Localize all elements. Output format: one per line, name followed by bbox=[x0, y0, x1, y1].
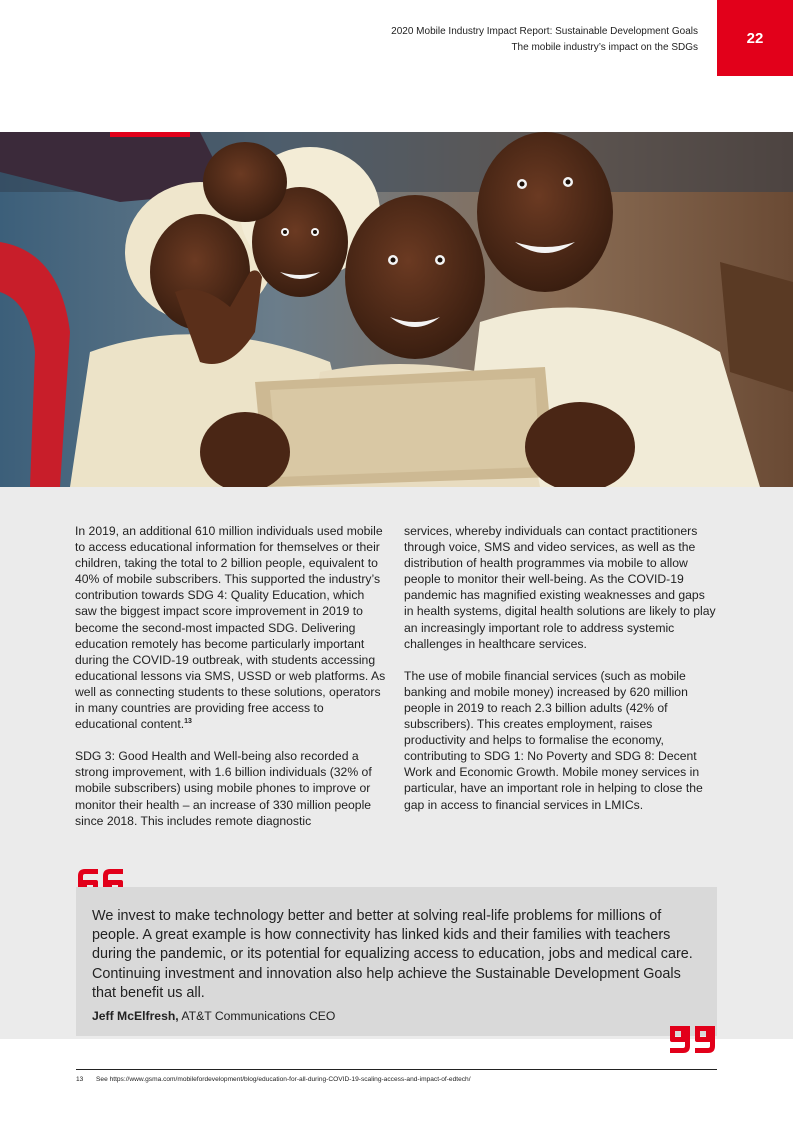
text-column-right bbox=[404, 523, 716, 829]
footnote-number: 13 bbox=[76, 1076, 84, 1083]
page-number: 22 bbox=[746, 29, 764, 47]
page-number-badge bbox=[717, 0, 793, 76]
close-quote-icon bbox=[667, 1024, 717, 1056]
running-header bbox=[391, 24, 698, 56]
report-title: 2020 Mobile Industry Impact Report: Sustainable Development Goals bbox=[391, 26, 698, 37]
paragraph-finance: The use of mobile financial services (such as mobile banking and mobile money) increased by 620 million people in 2019 to reach 2.3 billion adults (42% of subscribers). This creates employment, raises productivity and helps to formalise the economy, contributing to SDG 1: No Poverty and SDG 8: Decent Work and Economic Growth. Mobile money services in particular, have an important role in helping to close the gap in access to financial services in LMICs. bbox=[404, 668, 703, 812]
footnote-link[interactable]: See https://www.gsma.com/mobilefordevelopment/blog/education-for-all-during-COVID-19-scaling-access-and-impact-of-edtech/ bbox=[96, 1076, 471, 1083]
photo-accent-bar bbox=[110, 132, 190, 137]
footnote-ref[interactable]: 13 bbox=[184, 718, 192, 726]
hero-photo bbox=[0, 132, 793, 487]
paragraph-health: SDG 3: Good Health and Well-being also recorded a strong improvement, with 1.6 billion individuals (32% of mobile subscribers) using mobile phones to improve or monitor their health – an increase of 330 million people since 2018. This includes remote diagnostic bbox=[75, 749, 372, 828]
text-column-left bbox=[75, 523, 387, 845]
paragraph-education: In 2019, an additional 610 million individuals used mobile to access educational information for themselves or their children, taking the total to 2 billion people, equivalent to 40% of mobile subscribers. This supported the industry’s contribution towards SDG 4: Quality Education, which saw the biggest impact score improvement in 2019 to become the second-most impacted SDG. Delivering education remotely has become particularly important during the COVID-19 outbreak, with students accessing educational lessons via SMS, USSD or web platforms. As well as connecting students to these solutions, operators in many countries are providing free access to educational content.$^{13}$ bbox=[75, 524, 386, 732]
quote-attribution bbox=[92, 1009, 703, 1023]
pull-quote bbox=[76, 887, 717, 1036]
footnote bbox=[76, 1076, 471, 1083]
quote-author-title: AT&T Communications CEO bbox=[178, 1009, 336, 1024]
children-selfie-image bbox=[0, 132, 793, 487]
paragraph-health-cont: services, whereby individuals can contact practitioners through voice, SMS and video services, as well as the distribution of health programmes via mobile to allow people to monitor their well-being. As the COVID-19 pandemic has magnified existing weaknesses and gaps in health systems, digital health solutions are likely to play an increasingly important role to address systemic challenges in healthcare services. bbox=[404, 524, 716, 651]
section-title: The mobile industry’s impact on the SDGs bbox=[511, 42, 698, 53]
footnote-divider bbox=[76, 1069, 717, 1070]
quote-text: We invest to make technology better and better at solving real-life problems for millions of people. A great example is how connectivity has linked kids and their families with teachers during the pandemic, or its potential for equalizing access to education, jobs and medical care. Continuing investment and innovation also help achieve the Sustainable Development Goals that benefit us all. bbox=[92, 908, 693, 1001]
quote-author-name: Jeff McElfresh, bbox=[92, 1009, 179, 1024]
